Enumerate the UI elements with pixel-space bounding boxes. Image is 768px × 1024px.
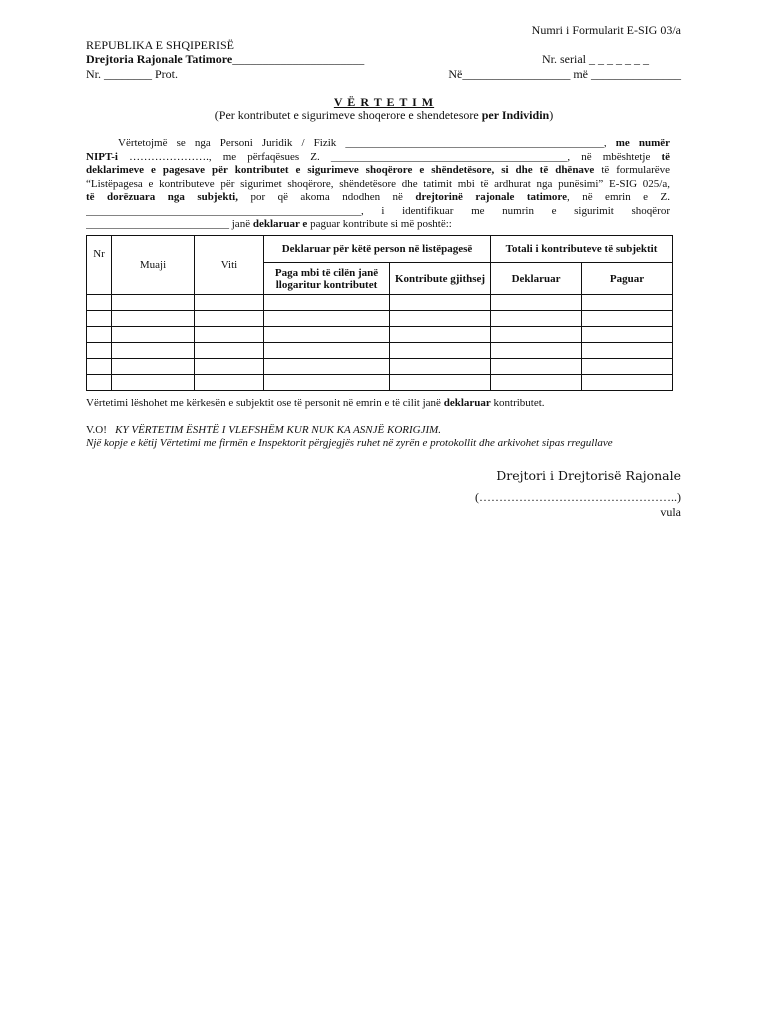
- table-cell: [491, 327, 582, 343]
- directorate-blank: ______________________: [232, 52, 365, 66]
- table-cell: [195, 295, 264, 311]
- body-line-2: NIPT-i …………………., me përfaqësues Z. ___________________________________________, në mbështetje të: [86, 150, 670, 163]
- body-line-7: __________________________ janë deklaruar e paguar kontribute si më poshtë::: [86, 218, 452, 230]
- table-cell: [264, 327, 390, 343]
- table-cell: [195, 327, 264, 343]
- table-cell: [491, 295, 582, 311]
- table-cell: [390, 359, 491, 375]
- table-cell: [195, 343, 264, 359]
- table-row: [87, 311, 673, 327]
- table-cell: [582, 343, 673, 359]
- table-cell: [87, 343, 112, 359]
- table-cell: [582, 375, 673, 391]
- table-cell: [390, 295, 491, 311]
- header-nr: Nr: [87, 236, 112, 295]
- certificate-body: [86, 137, 670, 232]
- table-cell: [112, 311, 195, 327]
- header-salary-base: Paga mbi të cilën janë llogaritur kontributet: [264, 263, 390, 295]
- table-cell: [112, 295, 195, 311]
- table-cell: [87, 375, 112, 391]
- form-number: Numri i Formularit E-SIG 03/a: [531, 23, 681, 37]
- table-cell: [491, 311, 582, 327]
- table-cell: [87, 359, 112, 375]
- place-date-field: Në__________________ më _______________: [448, 67, 681, 81]
- body-line-1: Vërtetojmë se nga Personi Juridik / Fizik _______________________________________________, me numër: [118, 137, 670, 149]
- directorate-line: [86, 52, 364, 66]
- table-cell: [491, 343, 582, 359]
- table-body: [87, 295, 673, 391]
- table-cell: [390, 311, 491, 327]
- table-cell: [491, 359, 582, 375]
- serial-number-field: Nr. serial _ _ _ _ _ _ _: [542, 52, 649, 66]
- body-line-6: __________________________________________________, i identifikuar me numrin e sigurimit shoqëror: [86, 204, 670, 217]
- table-cell: [195, 359, 264, 375]
- republic-name: REPUBLIKA E SHQIPERISË: [86, 38, 235, 52]
- header-paid: Paguar: [582, 263, 673, 295]
- table-cell: [582, 311, 673, 327]
- table-cell: [390, 375, 491, 391]
- directorate-name: Drejtoria Rajonale Tatimore: [86, 52, 233, 66]
- table-cell: [264, 359, 390, 375]
- signature-placeholder: (…………………………………………..): [475, 490, 681, 504]
- protocol-number-field: Nr. ________ Prot.: [86, 67, 179, 81]
- header-year: Viti: [195, 236, 264, 295]
- table-cell: [87, 327, 112, 343]
- table-cell: [582, 327, 673, 343]
- table-cell: [390, 327, 491, 343]
- table-cell: [87, 311, 112, 327]
- table-row: [87, 359, 673, 375]
- table-cell: [195, 311, 264, 327]
- header-subject-total-group: Totali i kontributeve të subjektit: [491, 236, 673, 263]
- signature-title: Drejtori i Drejtorisë Rajonale: [496, 468, 681, 483]
- header-total-contributions: Kontribute gjithsej: [390, 263, 491, 295]
- copy-archive-note: Një kopje e këtij Vërtetimi me firmën e Inspektorit përgjegjës ruhet në zyrën e protokollit dhe arkivohet sipas rregullave: [86, 437, 613, 449]
- table-cell: [87, 295, 112, 311]
- body-line-3: deklarimeve e pagesave për kontributet e sigurimeve shoqërore e shëndetësore, si dhe të dhënave të formularëve: [86, 164, 670, 176]
- table-cell: [491, 375, 582, 391]
- table-row: [87, 295, 673, 311]
- table-row: [87, 327, 673, 343]
- table-cell: [112, 375, 195, 391]
- header-month: Muaji: [112, 236, 195, 295]
- header-declared: Deklaruar: [491, 263, 582, 295]
- document-title: V Ë R T E T I M: [333, 95, 435, 109]
- table-cell: [264, 311, 390, 327]
- body-line-4: “Listëpagesa e kontributeve për sigurimet shoqërore, shëndetësore dhe tatimit mbi të ardhurat nga punësimi” E-SIG 025/a,: [86, 177, 670, 190]
- table-cell: [195, 375, 264, 391]
- table-cell: [112, 343, 195, 359]
- body-line-5: të dorëzuara nga subjekti, por që akoma ndodhen në drejtorinë rajonale tatimore, në emrin e Z.: [86, 191, 670, 203]
- document-subtitle: (Per kontributet e sigurimeve shoqerore e shendetesore per Individin): [214, 108, 554, 122]
- table-cell: [264, 375, 390, 391]
- issuance-note: Vërtetimi lëshohet me kërkesën e subjektit ose të personit në emrin e të cilit janë deklaruar kontributet.: [86, 397, 545, 409]
- header-declared-group: Deklaruar për këtë person në listëpagesë: [264, 236, 491, 263]
- table-cell: [264, 343, 390, 359]
- table-cell: [390, 343, 491, 359]
- table-row: [87, 343, 673, 359]
- table-cell: [582, 295, 673, 311]
- contributions-table: [86, 235, 673, 391]
- table-cell: [112, 327, 195, 343]
- validity-warning: V.O! KY VËRTETIM ËSHTË I VLEFSHËM KUR NUK KA ASNJË KORIGJIM.: [86, 424, 442, 436]
- table-cell: [582, 359, 673, 375]
- table-row: [87, 375, 673, 391]
- stamp-label: vula: [660, 505, 681, 519]
- table-cell: [112, 359, 195, 375]
- table-cell: [264, 295, 390, 311]
